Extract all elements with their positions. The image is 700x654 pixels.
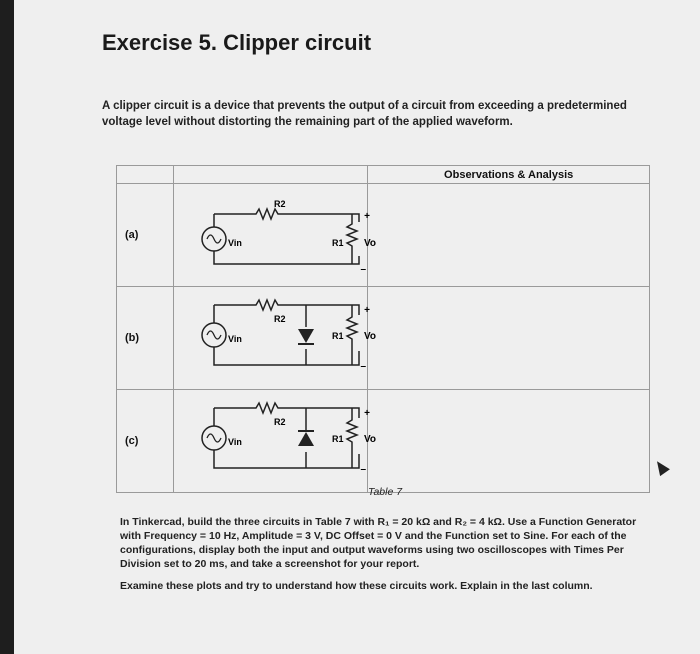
vo-label: Vo	[364, 434, 377, 445]
header-empty-2	[174, 166, 368, 184]
intro-paragraph: A clipper circuit is a device that prevents the output of a circuit from exceeding a predetermined voltage level without distorting the remaining part of the applied waveform.	[102, 100, 627, 128]
r1-label: R1	[332, 331, 344, 341]
table-row	[117, 390, 650, 493]
instructions	[120, 515, 640, 601]
plus-label: +	[364, 211, 371, 222]
row-label: (c)	[117, 390, 174, 493]
vin-label: Vin	[228, 437, 243, 447]
row-label: (a)	[117, 184, 174, 287]
observation-cell-c	[368, 390, 650, 493]
circuit-diagram-a	[174, 184, 377, 287]
circuit-table	[116, 165, 650, 493]
vin-label: Vin	[228, 238, 243, 248]
table-row	[117, 287, 650, 390]
table-row	[117, 184, 650, 287]
instructions-paragraph-2: Examine these plots and try to understand how these circuits work. Explain in the last column.	[120, 580, 593, 592]
table-header-row	[117, 166, 650, 184]
r2-label: R2	[274, 314, 286, 324]
r1-label: R1	[332, 238, 344, 248]
minus-label: –	[360, 264, 367, 275]
header-observations: Observations & Analysis	[368, 166, 650, 184]
document-page	[14, 0, 700, 654]
minus-label: –	[360, 361, 367, 372]
observation-cell-a	[368, 184, 650, 287]
observation-cell-b	[368, 287, 650, 390]
minus-label: –	[360, 464, 367, 475]
circuit-diagram-b	[174, 287, 377, 390]
diode-icon	[298, 432, 314, 446]
plus-label: +	[364, 305, 371, 316]
circuit-a-loop	[214, 209, 359, 264]
page-title: Exercise 5. Clipper circuit	[102, 30, 372, 55]
row-label: (b)	[117, 287, 174, 390]
mouse-cursor-icon	[652, 458, 670, 476]
r2-label: R2	[274, 199, 286, 209]
vin-label: Vin	[228, 334, 243, 344]
circuit-c-svg	[174, 390, 377, 492]
r1-label: R1	[332, 434, 344, 444]
plus-label: +	[364, 408, 371, 419]
instructions-paragraph-1: In Tinkercad, build the three circuits in Table 7 with R₁ = 20 kΩ and R₂ = 4 kΩ. Use a Function Generator with Frequency = 10 Hz, Amplitude = 3 V, DC Offset = 0 V and the Function set to Sine. For each of the configurations, display both the input and output waveforms using two oscilloscopes with Times Per Division set to 20 ms, and take a screenshot for your report.	[120, 516, 637, 570]
circuit-b-svg	[174, 287, 377, 389]
vo-label: Vo	[364, 331, 377, 342]
table-caption: Table 7	[368, 486, 403, 498]
header-empty-1	[117, 166, 174, 184]
vo-label: Vo	[364, 238, 377, 249]
r2-label: R2	[274, 417, 286, 427]
diode-icon	[298, 329, 314, 343]
circuit-diagram-c	[174, 390, 377, 493]
circuit-a-svg	[174, 184, 377, 286]
